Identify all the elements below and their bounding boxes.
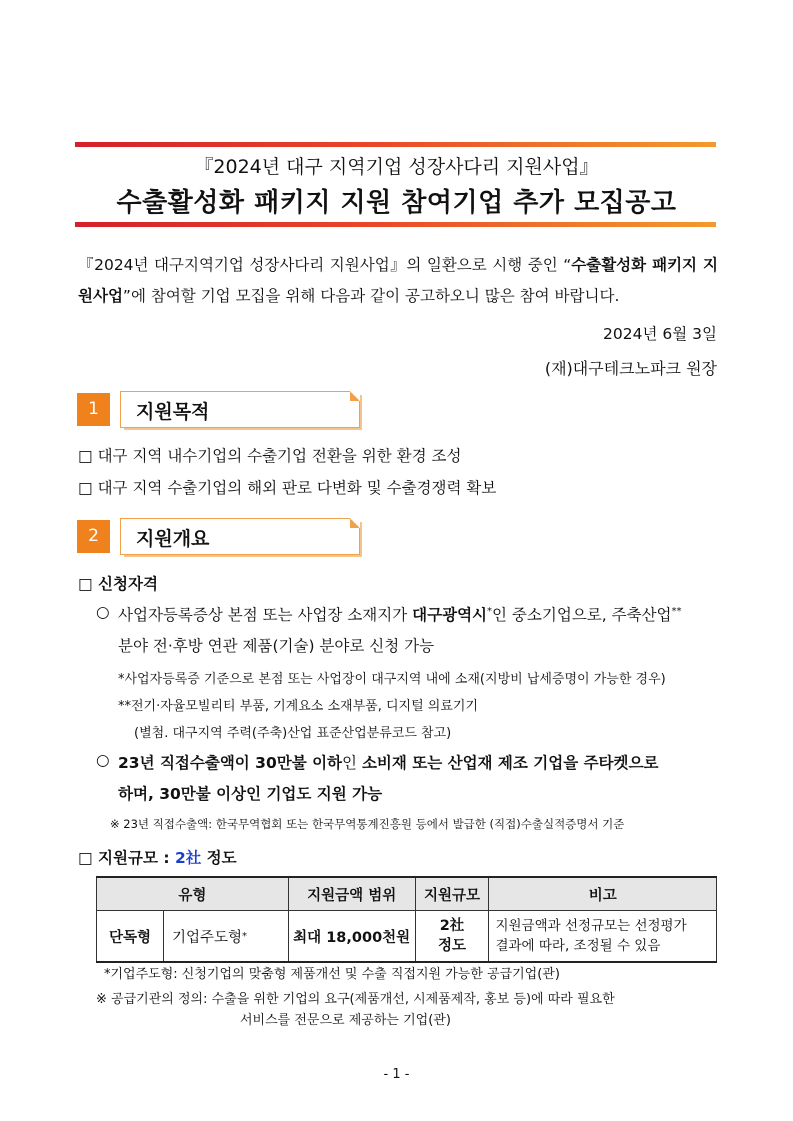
eligibility-bullet-2-line-2: 하며, 30만불 이상인 기업도 지원 가능 (118, 785, 383, 803)
scale-value: 2社 (174, 849, 202, 867)
footnote-mark: ** (671, 605, 682, 617)
table-footnote-2-line-2: 서비스를 전문으로 제공하는 기업(관) (240, 1013, 451, 1028)
section-1-title: 지원목적 (136, 401, 210, 423)
text: 인 중소기업으로, 주축산업 (492, 606, 672, 624)
cell-type-b (164, 911, 288, 961)
text: 사업자등록증상 본점 또는 사업장 소재지가 (118, 606, 413, 624)
target-firms: 소비재 또는 산업재 제조 기업을 주타켓으로 (361, 754, 659, 772)
scale-line-1: 2社 (439, 918, 465, 934)
table-row (97, 911, 717, 963)
text: 기업주도형 (172, 929, 243, 946)
export-limit: 23년 직접수출액이 30만불 이하 (118, 754, 343, 772)
table-header-row (97, 877, 717, 911)
announcement-date: 2024년 6월 3일 (603, 325, 717, 343)
table-footnote-1: *기업주도형: 신청기업의 맞춤형 제품개선 및 수출 직접지원 가능한 공급기업(관) (104, 967, 560, 982)
footnote-mark: * (487, 605, 493, 617)
col-header-scale: 지원규모 (415, 877, 489, 911)
cell-type-a: 단독형 (97, 911, 164, 961)
eligibility-note-1: *사업자등록증 기준으로 본점 또는 사업장이 대구지역 내에 소재(지방비 납세증명이 가능한 경우) (118, 672, 666, 687)
cell-note (489, 911, 717, 963)
table-footnote-2-line-1: ※ 공급기관의 정의: 수출을 위한 기업의 요구(제품개선, 시제품제작, 홍보 등)에 따라 필요한 (96, 992, 615, 1007)
bottom-rule (75, 222, 716, 227)
bullet-marker: ○ (96, 751, 110, 769)
note-line-1: 지원금액과 선정규모는 선정평가 (495, 918, 687, 934)
note-line-2: 결과에 따라, 조정될 수 있음 (495, 938, 661, 954)
section-2-title: 지원개요 (136, 528, 210, 550)
eligibility-bullet-2 (96, 751, 110, 769)
cell-scale (415, 911, 489, 963)
footnote-mark: * (242, 930, 248, 942)
region-name: 대구광역시 (412, 606, 488, 624)
text: □ 지원규모 : (78, 849, 175, 867)
objective-item-2: □ 대구 지역 수출기업의 해외 판로 다변화 및 수출경쟁력 확보 (78, 479, 497, 497)
eligibility-bullet-1-line-2: 분야 전·후방 연관 제품(기술) 분야로 신청 가능 (118, 637, 435, 655)
text: 인 (342, 754, 362, 772)
top-rule (75, 142, 716, 147)
col-header-amount: 지원금액 범위 (288, 877, 415, 911)
page-title: 수출활성화 패키지 지원 참여기업 추가 모집공고 (116, 188, 677, 218)
support-table (96, 876, 717, 963)
eligibility-note-4: ※ 23년 직접수출액: 한국무역협회 또는 한국무역통계진흥원 등에서 발급한 (직접)수출실적증명서 기준 (110, 817, 625, 831)
scale-line-2: 정도 (438, 938, 467, 954)
eligibility-note-2: **전기·자율모빌리티 부품, 기계요소 소재부품, 디지털 의료기기 (118, 699, 479, 714)
eligibility-bullet-1-line-1 (118, 603, 682, 625)
eligibility-bullet-2-line-1 (118, 751, 658, 773)
page-subtitle: 『2024년 대구 지역기업 성장사다리 지원사업』 (194, 156, 599, 178)
col-header-type: 유형 (97, 877, 289, 911)
page-number: - 1 - (383, 1067, 410, 1082)
col-header-note: 비고 (489, 877, 717, 911)
eligibility-bullet-1 (96, 603, 110, 621)
eligibility-note-3: (별첨. 대구지역 주력(주축)산업 표준산업분류코드 참고) (134, 726, 452, 741)
scale-heading (78, 846, 237, 868)
text: 정도 (201, 849, 237, 867)
issuer: (재)대구테크노파크 원장 (544, 359, 717, 378)
intro-paragraph (78, 250, 718, 312)
section-1-number: 1 (77, 393, 110, 426)
intro-text-1: 『2024년 대구지역기업 성장사다리 지원사업』의 일환으로 시행 중인 “ (78, 256, 572, 274)
bullet-marker: ○ (96, 603, 110, 621)
intro-program-name: 수출활성화 패키지 지원사업 (78, 256, 718, 305)
objective-item-1: □ 대구 지역 내수기업의 수출기업 전환을 위한 환경 조성 (78, 447, 462, 465)
eligibility-heading: □ 신청자격 (78, 575, 158, 593)
cell-type (97, 911, 289, 963)
section-2-number: 2 (77, 520, 110, 553)
cell-amount: 최대 18,000천원 (288, 911, 415, 963)
intro-text-2: ”에 참여할 기업 모집을 위해 다음과 같이 공고하오니 많은 참여 바랍니다. (122, 287, 620, 305)
